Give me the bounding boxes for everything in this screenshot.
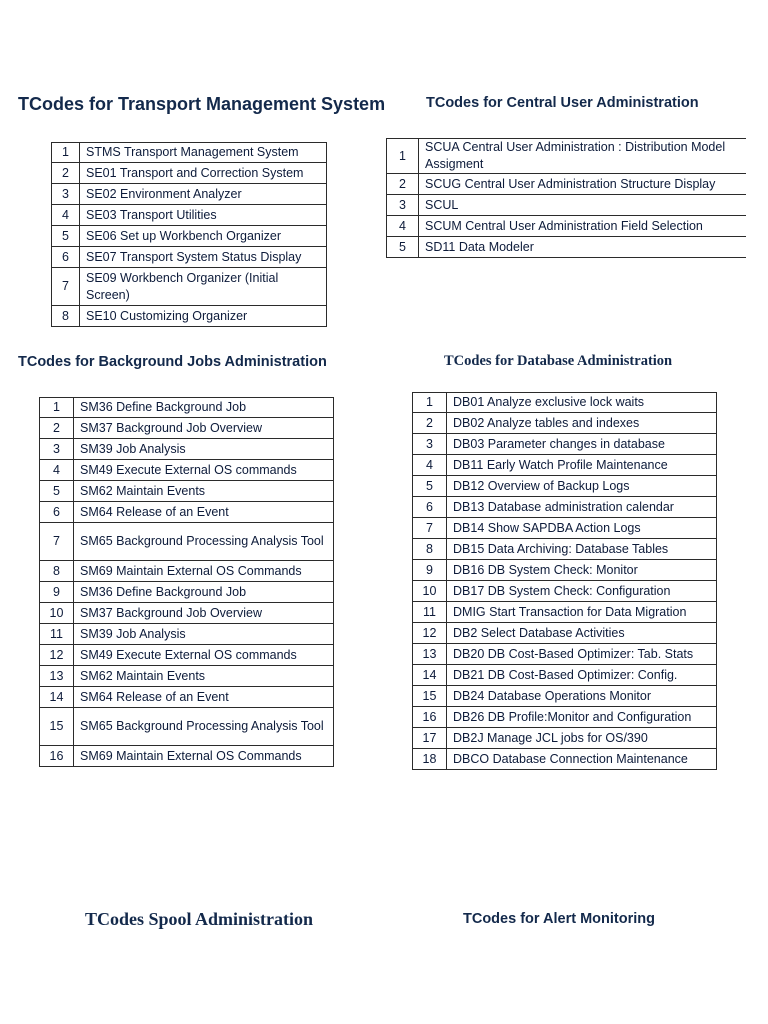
table-row	[387, 216, 747, 237]
row-number: 4	[40, 460, 74, 481]
table-row	[52, 143, 327, 163]
transport-tcodes-table	[51, 142, 327, 327]
tcode-description: DB14 Show SAPDBA Action Logs	[447, 518, 717, 539]
row-number: 4	[413, 455, 447, 476]
row-number: 16	[40, 746, 74, 767]
tcode-description: SM37 Background Job Overview	[74, 603, 334, 624]
tcode-description: SCUG Central User Administration Structure Display	[419, 174, 747, 195]
row-number: 3	[413, 434, 447, 455]
tcode-description: SM49 Execute External OS commands	[74, 460, 334, 481]
row-number: 10	[40, 603, 74, 624]
table-row	[387, 139, 747, 174]
table-row	[40, 666, 334, 687]
row-number: 14	[413, 665, 447, 686]
tcode-description: SM62 Maintain Events	[74, 666, 334, 687]
row-number: 3	[387, 195, 419, 216]
tcode-description: SM69 Maintain External OS Commands	[74, 561, 334, 582]
tcode-description: SE01 Transport and Correction System	[80, 163, 327, 184]
tcode-description: SM37 Background Job Overview	[74, 418, 334, 439]
table-row	[40, 603, 334, 624]
tcode-description: DB11 Early Watch Profile Maintenance	[447, 455, 717, 476]
row-number: 18	[413, 749, 447, 770]
table-row	[40, 582, 334, 603]
table-row	[40, 398, 334, 418]
tcode-description: DB03 Parameter changes in database	[447, 434, 717, 455]
row-number: 8	[40, 561, 74, 582]
row-number: 10	[413, 581, 447, 602]
row-number: 6	[413, 497, 447, 518]
tcode-description: SM39 Job Analysis	[74, 624, 334, 645]
tcode-description: DMIG Start Transaction for Data Migration	[447, 602, 717, 623]
row-number: 17	[413, 728, 447, 749]
row-number: 11	[413, 602, 447, 623]
tcode-description: SM64 Release of an Event	[74, 687, 334, 708]
row-number: 2	[52, 163, 80, 184]
tcode-description: SM36 Define Background Job	[74, 582, 334, 603]
table-row	[413, 455, 717, 476]
row-number: 5	[52, 226, 80, 247]
row-number: 16	[413, 707, 447, 728]
row-number: 1	[52, 143, 80, 163]
row-number: 6	[40, 502, 74, 523]
row-number: 6	[52, 247, 80, 268]
table-row	[40, 418, 334, 439]
row-number: 11	[40, 624, 74, 645]
transport-section-title: TCodes for Transport Management System	[18, 94, 386, 114]
tcode-description: SCUL	[419, 195, 747, 216]
table-row	[413, 728, 717, 749]
tcode-description: DB20 DB Cost-Based Optimizer: Tab. Stats	[447, 644, 717, 665]
tcode-description: SD11 Data Modeler	[419, 237, 747, 258]
tcode-description: DB17 DB System Check: Configuration	[447, 581, 717, 602]
row-number: 9	[413, 560, 447, 581]
tcode-description: SE06 Set up Workbench Organizer	[80, 226, 327, 247]
table-row	[40, 460, 334, 481]
row-number: 5	[387, 237, 419, 258]
table-row	[52, 163, 327, 184]
cua-tcodes-table	[386, 138, 746, 258]
table-row	[40, 708, 334, 746]
row-number: 7	[40, 523, 74, 561]
table-row	[413, 644, 717, 665]
tcode-description: SE02 Environment Analyzer	[80, 184, 327, 205]
row-number: 2	[40, 418, 74, 439]
table-row	[413, 623, 717, 644]
tcode-description: DB15 Data Archiving: Database Tables	[447, 539, 717, 560]
table-row	[387, 195, 747, 216]
table-row	[413, 749, 717, 770]
tcode-description: SE07 Transport System Status Display	[80, 247, 327, 268]
tcode-description: SE09 Workbench Organizer (Initial Screen)	[80, 268, 327, 306]
tcode-description: STMS Transport Management System	[80, 143, 327, 163]
table-row	[413, 413, 717, 434]
row-number: 1	[40, 398, 74, 418]
table-row	[52, 306, 327, 327]
table-row	[413, 539, 717, 560]
tcode-description: SE10 Customizing Organizer	[80, 306, 327, 327]
tcode-description: SM39 Job Analysis	[74, 439, 334, 460]
row-number: 1	[387, 139, 419, 174]
row-number: 7	[413, 518, 447, 539]
table-row	[413, 476, 717, 497]
table-row	[40, 561, 334, 582]
tcode-description: DB2 Select Database Activities	[447, 623, 717, 644]
row-number: 5	[40, 481, 74, 502]
table-row	[413, 602, 717, 623]
table-row	[52, 226, 327, 247]
tcode-description: DBCO Database Connection Maintenance	[447, 749, 717, 770]
table-row	[40, 746, 334, 767]
row-number: 12	[40, 645, 74, 666]
database-section-title: TCodes for Database Administration	[444, 353, 673, 369]
tcode-description: SCUA Central User Administration : Distribution Model Assigment	[419, 139, 747, 174]
tcode-description: SCUM Central User Administration Field Selection	[419, 216, 747, 237]
row-number: 9	[40, 582, 74, 603]
tcode-description: DB2J Manage JCL jobs for OS/390	[447, 728, 717, 749]
table-row	[40, 439, 334, 460]
table-row	[413, 686, 717, 707]
tcode-description: DB24 Database Operations Monitor	[447, 686, 717, 707]
tcode-description: SM49 Execute External OS commands	[74, 645, 334, 666]
tcode-description: DB26 DB Profile:Monitor and Configuration	[447, 707, 717, 728]
table-row	[413, 393, 717, 413]
row-number: 2	[387, 174, 419, 195]
table-row	[413, 434, 717, 455]
table-row	[413, 707, 717, 728]
tcode-description: DB16 DB System Check: Monitor	[447, 560, 717, 581]
tcode-description: SM62 Maintain Events	[74, 481, 334, 502]
table-row	[40, 645, 334, 666]
database-tcodes-table	[412, 392, 717, 770]
tcode-description: SE03 Transport Utilities	[80, 205, 327, 226]
row-number: 7	[52, 268, 80, 306]
row-number: 14	[40, 687, 74, 708]
tcode-description: SM64 Release of an Event	[74, 502, 334, 523]
row-number: 3	[52, 184, 80, 205]
table-row	[387, 237, 747, 258]
row-number: 5	[413, 476, 447, 497]
table-row	[40, 523, 334, 561]
row-number: 1	[413, 393, 447, 413]
table-row	[413, 497, 717, 518]
tcode-description: DB13 Database administration calendar	[447, 497, 717, 518]
row-number: 15	[40, 708, 74, 746]
table-row	[413, 665, 717, 686]
table-row	[387, 174, 747, 195]
tcode-description: SM69 Maintain External OS Commands	[74, 746, 334, 767]
table-row	[40, 687, 334, 708]
table-row	[40, 481, 334, 502]
spool-section-title: TCodes Spool Administration	[85, 909, 314, 929]
tcode-description: DB12 Overview of Backup Logs	[447, 476, 717, 497]
table-row	[52, 184, 327, 205]
table-row	[52, 268, 327, 306]
row-number: 4	[387, 216, 419, 237]
table-row	[413, 560, 717, 581]
table-row	[413, 581, 717, 602]
table-row	[413, 518, 717, 539]
row-number: 13	[40, 666, 74, 687]
row-number: 13	[413, 644, 447, 665]
tcode-description: DB21 DB Cost-Based Optimizer: Config.	[447, 665, 717, 686]
cua-section-title: TCodes for Central User Administration	[426, 95, 699, 111]
tcode-description: SM65 Background Processing Analysis Tool	[74, 523, 334, 561]
tcode-description: DB01 Analyze exclusive lock waits	[447, 393, 717, 413]
background-tcodes-table	[39, 397, 334, 767]
tcode-description: SM36 Define Background Job	[74, 398, 334, 418]
row-number: 15	[413, 686, 447, 707]
row-number: 2	[413, 413, 447, 434]
row-number: 3	[40, 439, 74, 460]
alert-section-title: TCodes for Alert Monitoring	[463, 911, 655, 927]
row-number: 12	[413, 623, 447, 644]
table-row	[52, 205, 327, 226]
tcode-description: DB02 Analyze tables and indexes	[447, 413, 717, 434]
table-row	[40, 502, 334, 523]
tcode-description: SM65 Background Processing Analysis Tool	[74, 708, 334, 746]
background-section-title: TCodes for Background Jobs Administration	[18, 354, 327, 370]
row-number: 8	[52, 306, 80, 327]
table-row	[52, 247, 327, 268]
table-row	[40, 624, 334, 645]
row-number: 4	[52, 205, 80, 226]
row-number: 8	[413, 539, 447, 560]
